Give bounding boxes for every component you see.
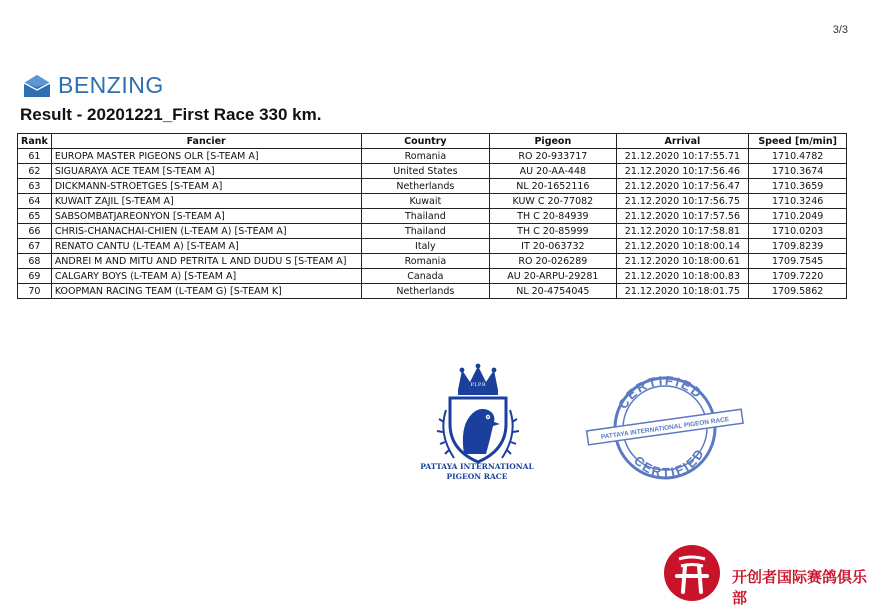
table-header-row [18,134,847,149]
column-header-fancier: Fancier [51,134,361,149]
arrival-cell: 21.12.2020 10:18:00.61 [616,254,749,269]
stamp-band-text: PATTAYA INTERNATIONAL PIGEON RACE [600,416,730,441]
column-header-speed: Speed [m/min] [749,134,847,149]
speed-cell: 1709.8239 [749,239,847,254]
column-header-arrival: Arrival [616,134,749,149]
stamp-top-text: CERTIFIED [615,373,707,412]
page-title: Result - 20201221_First Race 330 km. [20,105,322,124]
svg-text:CERTIFIED [630,444,711,483]
rank-cell: 65 [18,209,52,224]
pigeon-cell: NL 20-1652116 [490,179,616,194]
column-header-rank: Rank [18,134,52,149]
rank-cell: 64 [18,194,52,209]
table-row [18,224,847,239]
rank-cell: 66 [18,224,52,239]
fancier-cell: EUROPA MASTER PIGEONS OLR [S-TEAM A] [51,149,361,164]
club-name: 开创者国际赛鸽俱乐部 [732,569,868,607]
country-cell: Kuwait [361,194,490,209]
results-table [17,133,847,299]
country-cell: Netherlands [361,284,490,299]
speed-cell: 1709.5862 [749,284,847,299]
table-row [18,284,847,299]
country-cell: Thailand [361,224,490,239]
rank-cell: 70 [18,284,52,299]
crown-text: P.I.P.R [470,382,486,388]
certified-stamp-icon [585,373,745,483]
pigeon-cell: RO 20-933717 [490,149,616,164]
page-number: 3/3 [832,24,848,36]
country-cell: United States [361,164,490,179]
country-cell: Romania [361,149,490,164]
arrival-cell: 21.12.2020 10:17:56.47 [616,179,749,194]
country-cell: Thailand [361,209,490,224]
fancier-cell: KOOPMAN RACING TEAM (L-TEAM G) [S-TEAM K] [51,284,361,299]
speed-cell: 1709.7220 [749,269,847,284]
speed-cell: 1710.4782 [749,149,847,164]
rank-cell: 69 [18,269,52,284]
arrival-cell: 21.12.2020 10:18:01.75 [616,284,749,299]
pigeon-cell: TH C 20-84939 [490,209,616,224]
brand-header [22,72,164,99]
rank-cell: 68 [18,254,52,269]
pattaya-logo-line2: PIGEON RACE [446,472,508,481]
fancier-cell: SABSOMBATJAREONYON [S-TEAM A] [51,209,361,224]
pigeon-cell: RO 20-026289 [490,254,616,269]
table-row [18,164,847,179]
pigeon-cell: AU 20-ARPU-29281 [490,269,616,284]
arrival-cell: 21.12.2020 10:18:00.14 [616,239,749,254]
fancier-cell: CHRIS-CHANACHAI-CHIEN (L-TEAM A) [S-TEAM A] [51,224,361,239]
arrival-cell: 21.12.2020 10:18:00.83 [616,269,749,284]
rank-cell: 62 [18,164,52,179]
arrival-cell: 21.12.2020 10:17:55.71 [616,149,749,164]
table-row [18,179,847,194]
speed-cell: 1710.3246 [749,194,847,209]
column-header-pigeon: Pigeon [490,134,616,149]
table-row [18,254,847,269]
svg-text:CERTIFIED [612,373,708,413]
fancier-cell: KUWAIT ZAJIL [S-TEAM A] [51,194,361,209]
country-cell: Italy [361,239,490,254]
pattaya-logo-caption [412,462,542,482]
country-cell: Romania [361,254,490,269]
benzing-logo-icon [22,73,52,99]
rank-cell: 67 [18,239,52,254]
arrival-cell: 21.12.2020 10:17:56.46 [616,164,749,179]
pigeon-cell: NL 20-4754045 [490,284,616,299]
country-cell: Canada [361,269,490,284]
table-row [18,149,847,164]
fancier-cell: CALGARY BOYS (L-TEAM A) [S-TEAM A] [51,269,361,284]
speed-cell: 1710.3674 [749,164,847,179]
arrival-cell: 21.12.2020 10:17:56.75 [616,194,749,209]
arrival-cell: 21.12.2020 10:17:58.81 [616,224,749,239]
arrival-cell: 21.12.2020 10:17:57.56 [616,209,749,224]
table-row [18,269,847,284]
fancier-cell: DICKMANN-STROETGES [S-TEAM A] [51,179,361,194]
pigeon-cell: IT 20-063732 [490,239,616,254]
fancier-cell: RENATO CANTU (L-TEAM A) [S-TEAM A] [51,239,361,254]
table-row [18,194,847,209]
pigeon-cell: AU 20-AA-448 [490,164,616,179]
rank-cell: 61 [18,149,52,164]
table-row [18,209,847,224]
stamp-bottom-text: CERTIFIED [630,445,708,481]
fancier-cell: ANDREI M AND MITU AND PETRITA L AND DUDU S [S-TEAM A] [51,254,361,269]
speed-cell: 1710.0203 [749,224,847,239]
table-row [18,239,847,254]
speed-cell: 1710.2049 [749,209,847,224]
pattaya-logo-line1: PATTAYA INTERNATIONAL [420,462,534,471]
speed-cell: 1709.7545 [749,254,847,269]
rank-cell: 63 [18,179,52,194]
column-header-country: Country [361,134,490,149]
pigeon-cell: KUW C 20-77082 [490,194,616,209]
brand-name: BENZING [58,72,164,98]
pigeon-cell: TH C 20-85999 [490,224,616,239]
club-logo-icon [663,544,721,602]
speed-cell: 1710.3659 [749,179,847,194]
fancier-cell: SIGUARAYA ACE TEAM [S-TEAM A] [51,164,361,179]
country-cell: Netherlands [361,179,490,194]
